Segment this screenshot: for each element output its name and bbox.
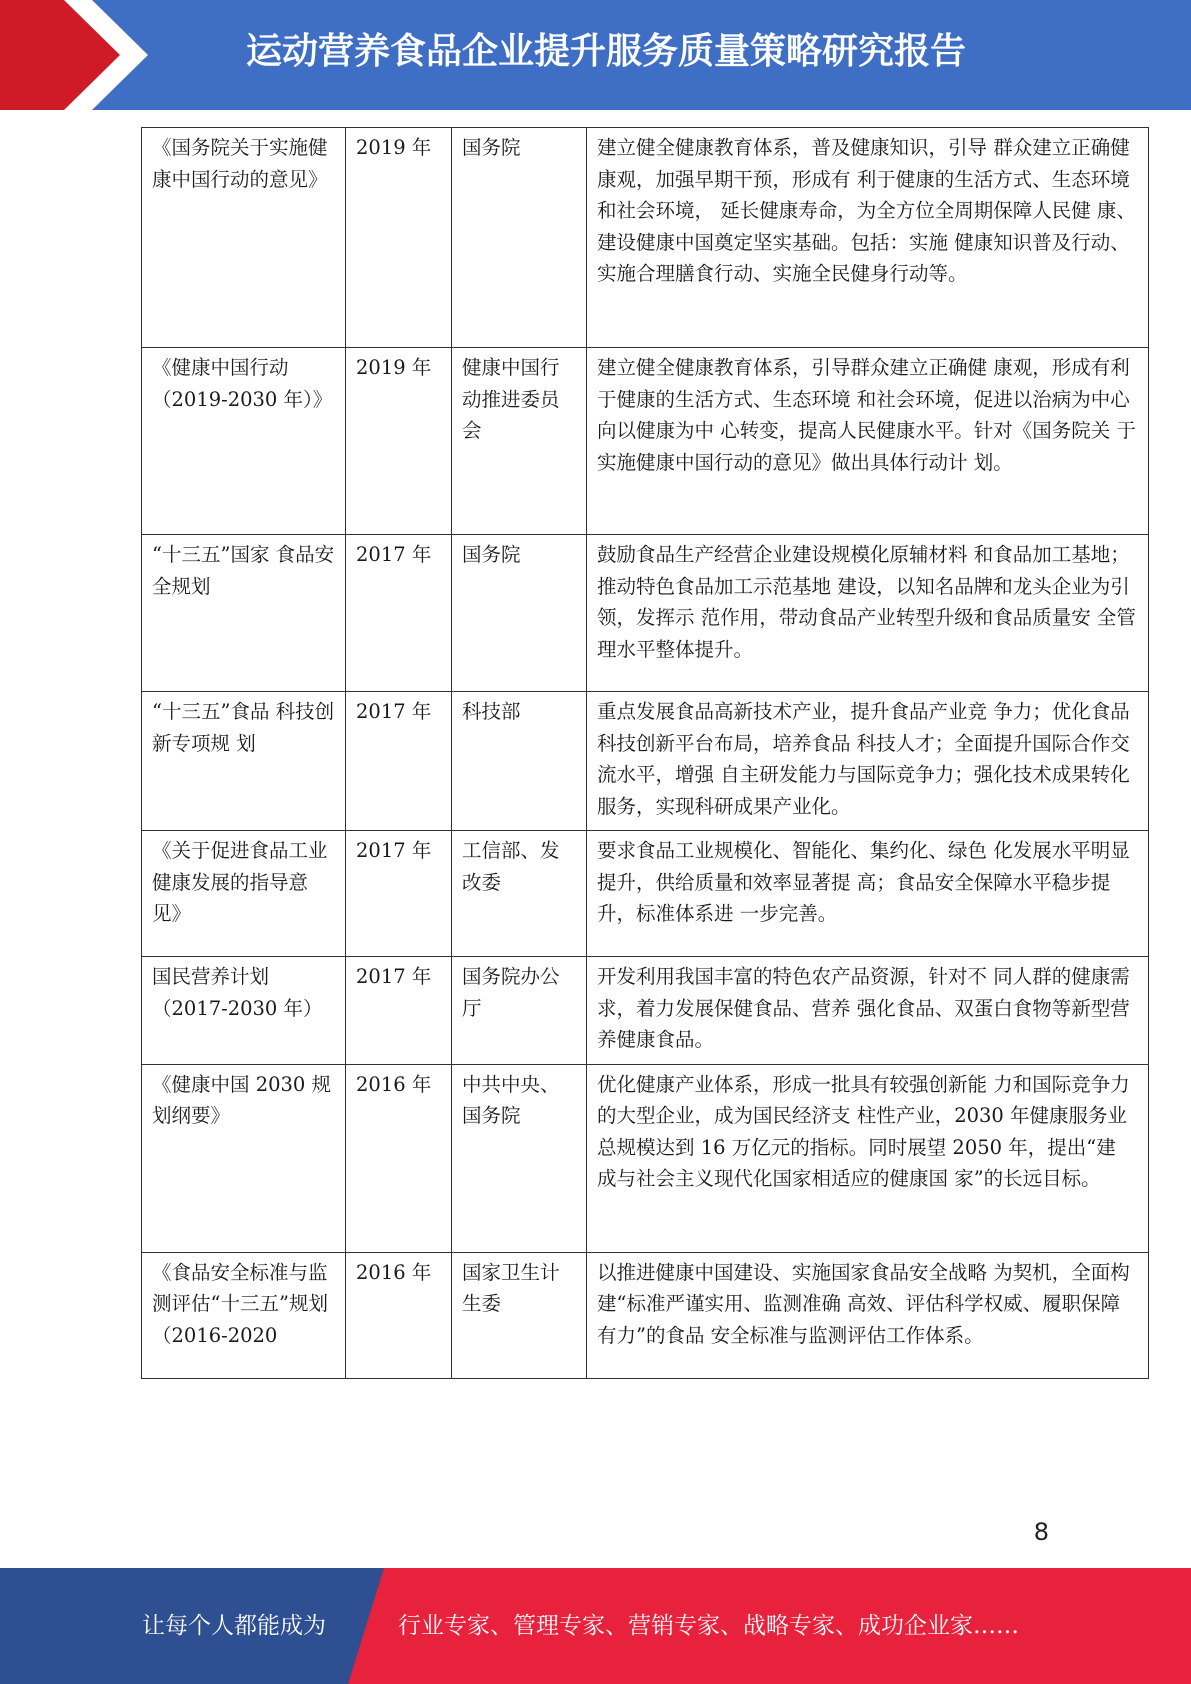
page-number: 8 bbox=[1033, 1518, 1049, 1546]
policy-issuer-cell: 中共中央、国务院 bbox=[452, 1064, 587, 1252]
table-row bbox=[142, 128, 1149, 348]
header-arrow-decoration bbox=[0, 0, 160, 110]
footer-slogan-left: 让每个人都能成为 bbox=[142, 1613, 326, 1639]
policy-name-cell: 《健康中国 2030 规划纲要》 bbox=[142, 1064, 346, 1252]
policy-content-cell: 要求食品工业规模化、智能化、集约化、绿色 化发展水平明显提升，供给质量和效率显著提 高；食品安全保障水平稳步提升，标准体系进 一步完善。 bbox=[587, 831, 1149, 957]
policy-name-cell: 《食品安全标准与监测评估“十三五”规划（2016-2020 bbox=[142, 1252, 346, 1378]
policy-issuer-cell: 国务院办公厅 bbox=[452, 957, 587, 1065]
page-footer bbox=[0, 1568, 1191, 1684]
policy-year-cell: 2016 年 bbox=[346, 1064, 452, 1252]
policy-content-cell: 鼓励食品生产经营企业建设规模化原辅材料 和食品加工基地；推动特色食品加工示范基地 建设，以知名品牌和龙头企业为引领，发挥示 范作用，带动食品产业转型升级和食品质量安 全管理水平整体提升。 bbox=[587, 535, 1149, 692]
policy-issuer-cell: 工信部、发改委 bbox=[452, 831, 587, 957]
policy-year-cell: 2017 年 bbox=[346, 692, 452, 831]
table-row bbox=[142, 1252, 1149, 1378]
policy-year-cell: 2017 年 bbox=[346, 957, 452, 1065]
policy-content-cell: 重点发展食品高新技术产业，提升食品产业竞 争力；优化食品科技创新平台布局，培养食品 科技人才；全面提升国际合作交流水平，增强 自主研发能力与国际竞争力；强化技术成果转化服务，实现科研成果产业化。 bbox=[587, 692, 1149, 831]
policy-content-cell: 建立健全健康教育体系，普及健康知识，引导 群众建立正确健康观，加强早期干预，形成有 利于健康的生活方式、生态环境和社会环境， 延长健康寿命，为全方位全周期保障人民健 康、建设健康中国奠定坚实基础。包括：实施 健康知识普及行动、实施合理膳食行动、实施全民健身行动等。 bbox=[587, 128, 1149, 348]
policy-table bbox=[141, 127, 1149, 1379]
policy-year-cell: 2017 年 bbox=[346, 535, 452, 692]
table-row bbox=[142, 348, 1149, 535]
table-row bbox=[142, 692, 1149, 831]
policy-issuer-cell: 国家卫生计生委 bbox=[452, 1252, 587, 1378]
footer-slogan-right: 行业专家、管理专家、营销专家、战略专家、成功企业家…… bbox=[398, 1613, 1019, 1639]
table-row bbox=[142, 957, 1149, 1065]
policy-year-cell: 2019 年 bbox=[346, 128, 452, 348]
policy-year-cell: 2019 年 bbox=[346, 348, 452, 535]
policy-issuer-cell: 健康中国行动推进委员会 bbox=[452, 348, 587, 535]
policy-name-cell: 《关于促进食品工业健康发展的指导意见》 bbox=[142, 831, 346, 957]
table-row bbox=[142, 831, 1149, 957]
policy-content-cell: 开发利用我国丰富的特色农产品资源，针对不 同人群的健康需求，着力发展保健食品、营养 强化食品、双蛋白食物等新型营养健康食品。 bbox=[587, 957, 1149, 1065]
policy-year-cell: 2016 年 bbox=[346, 1252, 452, 1378]
policy-content-cell: 以推进健康中国建设、实施国家食品安全战略 为契机，全面构建“标准严谨实用、监测准确 高效、评估科学权威、履职保障有力”的食品 安全标准与监测评估工作体系。 bbox=[587, 1252, 1149, 1378]
policy-content-cell: 建立健全健康教育体系，引导群众建立正确健 康观，形成有利于健康的生活方式、生态环境 和社会环境，促进以治病为中心向以健康为中 心转变，提高人民健康水平。针对《国务院关 于实施健康中国行动的意见》做出具体行动计 划。 bbox=[587, 348, 1149, 535]
policy-year-cell: 2017 年 bbox=[346, 831, 452, 957]
policy-issuer-cell: 国务院 bbox=[452, 535, 587, 692]
policy-issuer-cell: 科技部 bbox=[452, 692, 587, 831]
policy-name-cell: 国民营养计划（2017-2030 年） bbox=[142, 957, 346, 1065]
policy-content-cell: 优化健康产业体系，形成一批具有较强创新能 力和国际竞争力的大型企业，成为国民经济支 柱性产业，2030 年健康服务业总规模达到 16 万亿元的指标。同时展望 2050 年，提出“建 成与社会主义现代化国家相适应的健康国 家”的长远目标。 bbox=[587, 1064, 1149, 1252]
policy-issuer-cell: 国务院 bbox=[452, 128, 587, 348]
policy-name-cell: “十三五”国家 食品安全规划 bbox=[142, 535, 346, 692]
report-title: 运动营养食品企业提升服务质量策略研究报告 bbox=[246, 31, 967, 72]
table-row bbox=[142, 1064, 1149, 1252]
policy-name-cell: 《健康中国行动（2019-2030 年）》 bbox=[142, 348, 346, 535]
policy-name-cell: “十三五”食品 科技创新专项规 划 bbox=[142, 692, 346, 831]
table-row bbox=[142, 535, 1149, 692]
policy-name-cell: 《国务院关于实施健康中国行动的意见》 bbox=[142, 128, 346, 348]
page-header bbox=[0, 0, 1191, 110]
